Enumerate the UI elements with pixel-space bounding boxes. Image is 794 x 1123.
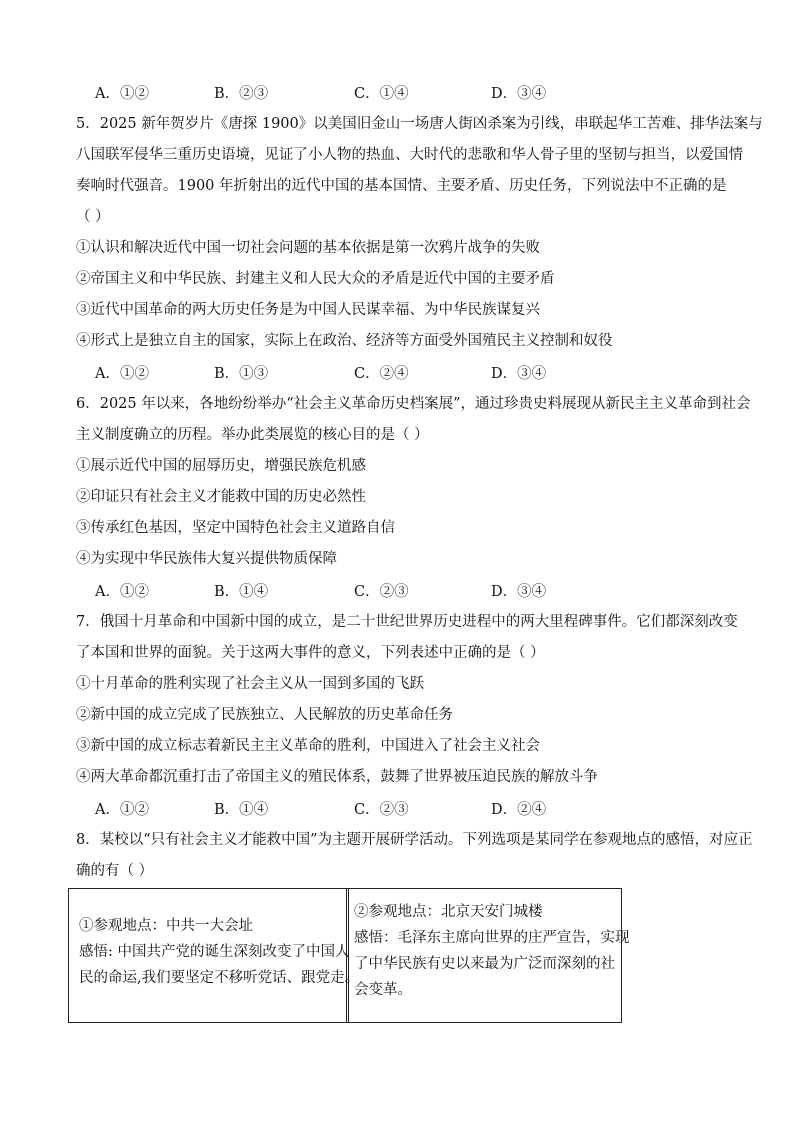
cell-line: 了中华民族有史以来最为广泛而深刻的社	[354, 956, 615, 972]
q5-option: ③近代中国革命的两大历史任务是为中国人民谋幸福、为中华民族谋复兴	[76, 302, 540, 318]
q7-option: ④两大革命都沉重打击了帝国主义的殖民体系，鼓舞了世界被压迫民族的解放斗争	[76, 769, 598, 785]
choice-a[interactable]: A．①②	[95, 584, 149, 600]
cell-line: ①参观地点：中共一大会址	[79, 918, 253, 934]
choice-a[interactable]: A．①②	[95, 802, 149, 818]
q6-choices	[95, 580, 695, 600]
choice-c[interactable]: C．②③	[354, 802, 409, 818]
q7-option: ③新中国的成立标志着新民主主义革命的胜利，中国进入了社会主义社会	[76, 738, 540, 754]
q6-option: ④为实现中华民族伟大复兴提供物质保障	[76, 551, 337, 567]
choice-d[interactable]: D．③④	[491, 366, 547, 382]
q8-stem-line: 确的有（ ）	[76, 863, 154, 879]
q8-stem-line: 8．某校以“只有社会主义才能救中国”为主题开展研学活动。下列选项是某同学在参观地点的感悟，对应正	[76, 832, 753, 848]
choice-d[interactable]: D．③④	[491, 584, 547, 600]
cell-line: 感悟：毛泽东主席向世界的庄严宣告，实现	[354, 930, 630, 946]
q6-stem-line: 主义制度确立的历程。举办此类展览的核心目的是（ ）	[76, 427, 429, 443]
q5-stem-line: 奏响时代强音。1900 年折射出的近代中国的基本国情、主要矛盾、历史任务，下列说法中不正确的是	[76, 178, 727, 194]
q7-stem-line: 7．俄国十月革命和中国新中国的成立，是二十世纪世界历史进程中的两大里程碑事件。它们都深刻改变	[76, 614, 738, 630]
cell-line: 民的命运,我们要坚定不移听党话、跟党走。	[79, 970, 360, 986]
choice-c[interactable]: C．②④	[354, 366, 409, 382]
q5-option: ④形式上是独立自主的国家，实际上在政治、经济等方面受外国殖民主义控制和奴役	[76, 333, 613, 349]
table-cell-right	[354, 899, 630, 1003]
q6-stem-line: 6．2025 年以来，各地纷纷举办“社会主义革命历史档案展”，通过珍贵史料展现从新民主主义革命到社会	[76, 396, 751, 412]
q8-visit-table	[68, 888, 630, 1023]
table-cell-left	[79, 913, 360, 991]
choice-b[interactable]: B．①④	[214, 584, 269, 600]
cell-line: 感悟: 中国共产党的诞生深刻改变了中国人	[79, 944, 350, 960]
q6-option: ①展示近代中国的屈辱历史，增强民族危机感	[76, 458, 366, 474]
q7-option: ②新中国的成立完成了民族独立、人民解放的历史革命任务	[76, 707, 453, 723]
q6-option: ③传承红色基因，坚定中国特色社会主义道路自信	[76, 520, 395, 536]
q7-option: ①十月革命的胜利实现了社会主义从一国到多国的飞跃	[76, 676, 424, 692]
choice-d[interactable]: D．③④	[491, 86, 547, 102]
q5-option: ①认识和解决近代中国一切社会问题的基本依据是第一次鸦片战争的失败	[76, 240, 540, 256]
choice-c[interactable]: C．②③	[354, 584, 409, 600]
q5-option: ②帝国主义和中华民族、封建主义和人民大众的矛盾是近代中国的主要矛盾	[76, 271, 555, 287]
choice-c[interactable]: C．①④	[354, 86, 409, 102]
choice-b[interactable]: B．①③	[214, 366, 269, 382]
q7-choices	[95, 798, 695, 818]
q4-choices	[95, 82, 695, 102]
q5-stem-line: 5．2025 新年贺岁片《唐探 1900》以美国旧金山一场唐人街凶杀案为引线，串联起华工苦难、排华法案与	[76, 116, 763, 132]
q5-choices	[95, 362, 695, 382]
cell-line: ②参观地点：北京天安门城楼	[354, 904, 543, 920]
choice-b[interactable]: B．②③	[214, 86, 269, 102]
choice-d[interactable]: D．②④	[491, 802, 547, 818]
q5-stem-line: （ ）	[76, 209, 110, 225]
q6-option: ②印证只有社会主义才能救中国的历史必然性	[76, 489, 366, 505]
cell-line: 会变革。	[354, 982, 412, 998]
choice-a[interactable]: A．①②	[95, 366, 149, 382]
q7-stem-line: 了本国和世界的面貌。关于这两大事件的意义，下列表述中正确的是（ ）	[76, 645, 545, 661]
choice-b[interactable]: B．①④	[214, 802, 269, 818]
choice-a[interactable]: A．①②	[95, 86, 149, 102]
q5-stem-line: 八国联军侵华三重历史语境，见证了小人物的热血、大时代的悲歌和华人骨子里的坚韧与担当，以爱国情	[76, 147, 743, 163]
